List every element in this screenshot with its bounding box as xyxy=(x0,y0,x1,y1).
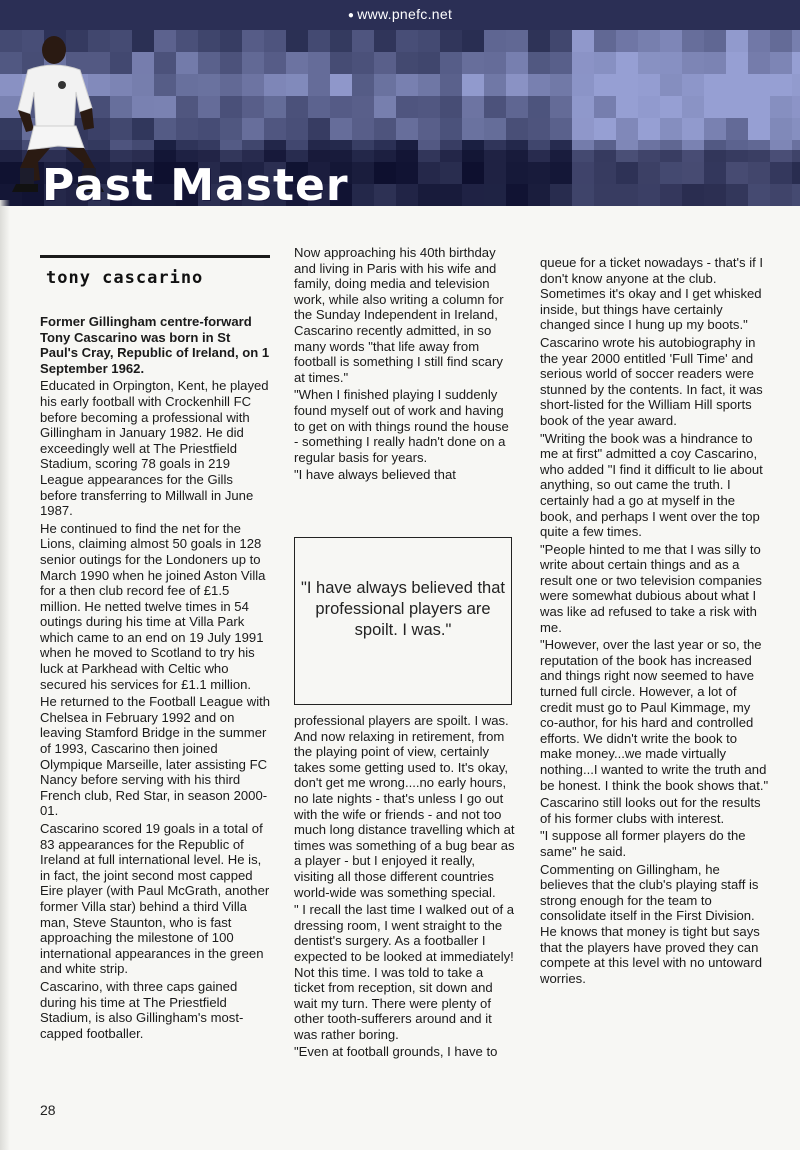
mosaic-tile xyxy=(440,118,462,140)
mosaic-tile xyxy=(638,30,660,52)
paragraph: He returned to the Football League with Chelsea in February 1992 and on leaving Stamford Bridge in the summer of 1993, Cascarino then joined Olympique Marseille, later assisting FC Nancy before serving with his third French club, Red Star, in season 2000-01. xyxy=(40,694,271,819)
mosaic-tile xyxy=(330,96,352,118)
mosaic-tile xyxy=(594,52,616,74)
mosaic-tile xyxy=(264,96,286,118)
mosaic-tile xyxy=(616,52,638,74)
mosaic-tile xyxy=(506,96,528,118)
mosaic-tile xyxy=(330,74,352,96)
paragraph: Cascarino still looks out for the results of his former clubs with interest. xyxy=(540,795,761,826)
paragraph: "I have always believed that xyxy=(294,467,456,483)
mosaic-tile xyxy=(352,96,374,118)
mosaic-tile xyxy=(374,118,396,140)
mosaic-tile xyxy=(748,96,770,118)
mosaic-tile xyxy=(352,30,374,52)
mosaic-tile xyxy=(594,30,616,52)
mosaic-tile xyxy=(528,74,550,96)
mosaic-tile xyxy=(484,96,506,118)
mosaic-tile xyxy=(242,30,264,52)
mosaic-tile xyxy=(352,118,374,140)
mosaic-tile xyxy=(528,118,550,140)
mosaic-tile xyxy=(748,30,770,52)
mosaic-tile xyxy=(462,30,484,52)
mosaic-tile xyxy=(176,30,198,52)
mosaic-tile xyxy=(594,118,616,140)
paragraph: Cascarino, with three caps gained during his time at The Priestfield Stadium, is also Gillingham's most-capped footballer. xyxy=(40,978,244,1041)
mosaic-tile xyxy=(308,30,330,52)
mosaic-tile xyxy=(110,30,132,52)
mosaic-tile xyxy=(352,52,374,74)
mosaic-tile xyxy=(396,74,418,96)
mosaic-tile xyxy=(132,118,154,140)
mosaic-tile xyxy=(660,118,682,140)
mosaic-tile xyxy=(506,52,528,74)
mosaic-tile xyxy=(440,52,462,74)
mosaic-tile xyxy=(286,118,308,140)
mosaic-tile xyxy=(506,74,528,96)
paragraph: professional players are spoilt. I was. And now relaxing in retirement, from the playing point of view, certainly takes some getting used to. It's okay, don't get me wrong....no early hours, no late nights - that's unless I go out with the wife or friends - and not too much long distance travelling which at times was something of a bug bear as a player - but I enjoyed it really, visiting all those different countries world-wide was something special. xyxy=(294,713,515,900)
mosaic-tile xyxy=(748,74,770,96)
paragraph: "I suppose all former players do the same" he said. xyxy=(540,828,746,859)
mosaic-tile xyxy=(154,118,176,140)
mosaic-tile xyxy=(660,96,682,118)
mosaic-tile xyxy=(176,74,198,96)
paragraph: "People hinted to me that I was silly to write about certain things and as a result one or two television companies were somewhat dubious about what I was like ad refused to take a risk with me. xyxy=(540,541,762,635)
mosaic-tile xyxy=(704,30,726,52)
mosaic-tile xyxy=(638,52,660,74)
mosaic-tile xyxy=(660,52,682,74)
column-1 xyxy=(40,314,272,1043)
paragraph: Cascarino scored 19 goals in a total of 83 appearances for the Republic of Ireland at full international level. He is, in fact, the joint second most capped Eire player (with Paul McGrath, another former Villa star) behind a third Villa man, Steve Staunton, who is fast approaching the milestone of 100 international appearances in the green and white strip. xyxy=(40,821,270,977)
mosaic-tile xyxy=(396,118,418,140)
paragraph: " I recall the last time I walked out of a dressing room, I went straight to the dentist's surgery. As a footballer I expected to be looked at immediately! Not this time. I was told to take a ticket from reception, sit down and wait my turn. There were plenty of other tooth-sufferers around and it was rather boring. xyxy=(294,902,515,1042)
mosaic-tile xyxy=(440,30,462,52)
mosaic-tile xyxy=(330,52,352,74)
mosaic-tile xyxy=(682,96,704,118)
mosaic-tile xyxy=(264,118,286,140)
mosaic-tile xyxy=(242,52,264,74)
mosaic-tile xyxy=(220,30,242,52)
mosaic-tile xyxy=(308,96,330,118)
mosaic-tile xyxy=(704,96,726,118)
mosaic-tile xyxy=(660,74,682,96)
mosaic-tile xyxy=(572,30,594,52)
article-lead: Former Gillingham centre-forward Tony Cascarino was born in St Paul's Cray, Republic of Ireland, on 1 September 1962. xyxy=(40,314,270,376)
mosaic-tile xyxy=(132,52,154,74)
mosaic-tile xyxy=(418,52,440,74)
mosaic-tile xyxy=(374,96,396,118)
mosaic-tile xyxy=(484,74,506,96)
mosaic-tile xyxy=(220,118,242,140)
mosaic-tile xyxy=(462,96,484,118)
mosaic-tile xyxy=(792,52,800,74)
paragraph: He continued to find the net for the Lions, claiming almost 50 goals in 128 senior outings for the Londoners up to March 1990 when he joined Aston Villa for a then club record fee of £1.5 million. He netted twelve times in 54 outings during his time at Villa Park which came to an end on 19 July 1991 when he moved to Scotland to try his luck at Parkhead with Celtic who secured his services for £1.1 million. xyxy=(40,520,266,692)
mosaic-tile xyxy=(770,52,792,74)
mosaic-tile xyxy=(308,52,330,74)
mosaic-tile xyxy=(132,30,154,52)
mosaic-tile xyxy=(550,30,572,52)
paragraph: Educated in Orpington, Kent, he played his early football with Crockenhill FC before becoming a professional with Gillingham in January 1982. He did exceedingly well at The Priestfield Stadium, scoring 78 goals in 219 League appearances for the Gills before transferring to Millwall in June 1987. xyxy=(40,378,269,519)
mosaic-tile xyxy=(792,96,800,118)
mosaic-tile xyxy=(396,96,418,118)
mosaic-tile xyxy=(770,30,792,52)
mosaic-tile xyxy=(374,30,396,52)
mosaic-tile xyxy=(440,74,462,96)
mosaic-tile xyxy=(220,52,242,74)
bullet-icon: ● xyxy=(347,10,355,21)
mosaic-tile xyxy=(132,74,154,96)
mosaic-tile xyxy=(704,118,726,140)
mosaic-tile xyxy=(616,30,638,52)
mosaic-tile xyxy=(572,96,594,118)
mosaic-tile xyxy=(374,52,396,74)
mosaic-tile xyxy=(176,118,198,140)
mosaic-tile xyxy=(726,96,748,118)
mosaic-tile xyxy=(616,118,638,140)
mosaic-tile xyxy=(638,74,660,96)
mosaic-tile xyxy=(154,52,176,74)
mosaic-tile xyxy=(198,52,220,74)
mosaic-tile xyxy=(418,118,440,140)
mosaic-tile xyxy=(198,74,220,96)
mosaic-tile xyxy=(726,30,748,52)
mosaic-tile xyxy=(264,74,286,96)
mosaic-tile xyxy=(220,74,242,96)
mosaic-tile xyxy=(308,118,330,140)
mosaic-tile xyxy=(506,30,528,52)
mosaic-tile xyxy=(682,74,704,96)
mosaic-tile xyxy=(682,30,704,52)
pull-quote: "I have always believed that professional players are spoilt. I was." xyxy=(301,579,505,639)
mosaic-tile xyxy=(462,118,484,140)
mosaic-tile xyxy=(594,74,616,96)
mosaic-tile xyxy=(220,96,242,118)
paragraph: queue for a ticket nowadays - that's if I don't know anyone at the club. Sometimes it's okay and I get whisked inside, but things have certainly changed since I hung up my boots." xyxy=(540,255,764,333)
mosaic-tile xyxy=(550,74,572,96)
mosaic-tile xyxy=(770,96,792,118)
mosaic-tile xyxy=(528,52,550,74)
mosaic-tile xyxy=(660,30,682,52)
mosaic-tile xyxy=(154,74,176,96)
mosaic-tile xyxy=(308,74,330,96)
mosaic-tile xyxy=(440,96,462,118)
mosaic-tile xyxy=(484,118,506,140)
mosaic-tile xyxy=(462,74,484,96)
mosaic-tile xyxy=(242,118,264,140)
mosaic-tile xyxy=(110,118,132,140)
mosaic-tile xyxy=(286,30,308,52)
subject-rule xyxy=(40,255,270,258)
mosaic-tile xyxy=(198,96,220,118)
header-banner xyxy=(0,30,800,206)
mosaic-tile xyxy=(484,52,506,74)
mosaic-tile xyxy=(506,118,528,140)
mosaic-tile xyxy=(528,96,550,118)
mosaic-tile xyxy=(396,52,418,74)
column-2-bottom xyxy=(294,713,516,1062)
mosaic-tile xyxy=(616,74,638,96)
site-url-text: www.pnefc.net xyxy=(357,6,453,22)
mosaic-tile xyxy=(682,118,704,140)
mosaic-tile xyxy=(748,52,770,74)
mosaic-tile xyxy=(528,30,550,52)
mosaic-tile xyxy=(682,52,704,74)
mosaic-tile xyxy=(286,52,308,74)
url-strip xyxy=(0,0,800,30)
mosaic-tile xyxy=(374,74,396,96)
mosaic-tile xyxy=(198,118,220,140)
mosaic-tile xyxy=(726,118,748,140)
mosaic-tile xyxy=(176,52,198,74)
mosaic-tile xyxy=(638,96,660,118)
mosaic-tile xyxy=(110,52,132,74)
mosaic-tile xyxy=(264,52,286,74)
mosaic-tile xyxy=(418,74,440,96)
mosaic-tile xyxy=(176,96,198,118)
paragraph: "Even at football grounds, I have to xyxy=(294,1044,498,1060)
mosaic-tile xyxy=(286,96,308,118)
mosaic-tile xyxy=(418,30,440,52)
mosaic-tile xyxy=(198,30,220,52)
mosaic-tile xyxy=(330,30,352,52)
mosaic-tile xyxy=(638,118,660,140)
paragraph: Commenting on Gillingham, he believes that the club's playing staff is strong enough for the team to consolidate itself in the First Division. He knows that money is tight but says that the players have proved they can compete at this level with no untoward worries. xyxy=(540,861,762,986)
mosaic-tile xyxy=(484,30,506,52)
mosaic-tile xyxy=(704,52,726,74)
mosaic-tile xyxy=(616,96,638,118)
mosaic-tile xyxy=(770,118,792,140)
mosaic-tile xyxy=(242,74,264,96)
mosaic-tile xyxy=(286,74,308,96)
mosaic-tile xyxy=(726,74,748,96)
column-2-top xyxy=(294,245,516,485)
pull-quote-box xyxy=(294,537,512,705)
mosaic-tile xyxy=(550,52,572,74)
page-number: 28 xyxy=(40,1102,56,1118)
site-url xyxy=(0,6,800,22)
mosaic-tile xyxy=(550,118,572,140)
mosaic-tile xyxy=(110,74,132,96)
mosaic-tile xyxy=(352,74,374,96)
column-3 xyxy=(540,255,770,988)
mosaic-tile xyxy=(242,96,264,118)
mosaic-tile xyxy=(770,74,792,96)
mosaic-tile xyxy=(154,96,176,118)
page-title: Past Master xyxy=(42,160,349,206)
mosaic-tile xyxy=(154,30,176,52)
mosaic-tile xyxy=(792,74,800,96)
paragraph: "However, over the last year or so, the reputation of the book has increased and things right now seemed to have turned full circle. However, a lot of credit must go to Paul Kimmage, my co-author, for his hard and controlled efforts. We didn't write the book to make money...we made virtually nothing...I wanted to write the truth and be honest. I think the book shows that." xyxy=(540,637,769,793)
paragraph: Cascarino wrote his autobiography in the year 2000 entitled 'Full Time' and serious world of soccer readers were stunned by the contents. In fact, it was short-listed for the William Hill sports book of the year award. xyxy=(540,334,763,428)
article-subject: tony cascarino xyxy=(46,268,204,288)
mosaic-tile xyxy=(792,118,800,140)
paragraph: "When I finished playing I suddenly found myself out of work and having to get on with things round the house - something I really hadn't done on a regular basis for years. xyxy=(294,387,509,465)
page-fold-shadow xyxy=(0,200,10,1150)
mosaic-tile xyxy=(572,74,594,96)
paragraph: "Writing the book was a hindrance to me at first" admitted a coy Cascarino, who added "I find it difficult to lie about anything, so out came the truth. I certainly had a go at myself in the book, and perhaps I went over the top quite a few times. xyxy=(540,430,763,540)
mosaic-tile xyxy=(704,74,726,96)
mosaic-tile xyxy=(594,96,616,118)
mosaic-tile xyxy=(462,52,484,74)
paragraph: Now approaching his 40th birthday and living in Paris with his wife and family, doing media and television work, while also writing a column for the Sunday Independent in Ireland, Cascarino recently admitted, in so many words "that life away from football is something I still find scary at times." xyxy=(294,245,504,385)
mosaic-tile xyxy=(748,118,770,140)
mosaic-tile xyxy=(572,118,594,140)
mosaic-tile xyxy=(396,30,418,52)
mosaic-tile xyxy=(550,96,572,118)
mosaic-tile xyxy=(418,96,440,118)
mosaic-tile xyxy=(726,52,748,74)
mosaic-tile xyxy=(110,96,132,118)
mosaic-tile xyxy=(572,52,594,74)
mosaic-tile xyxy=(330,118,352,140)
mosaic-tile xyxy=(132,96,154,118)
mosaic-tile xyxy=(792,30,800,52)
mosaic-tile xyxy=(264,30,286,52)
